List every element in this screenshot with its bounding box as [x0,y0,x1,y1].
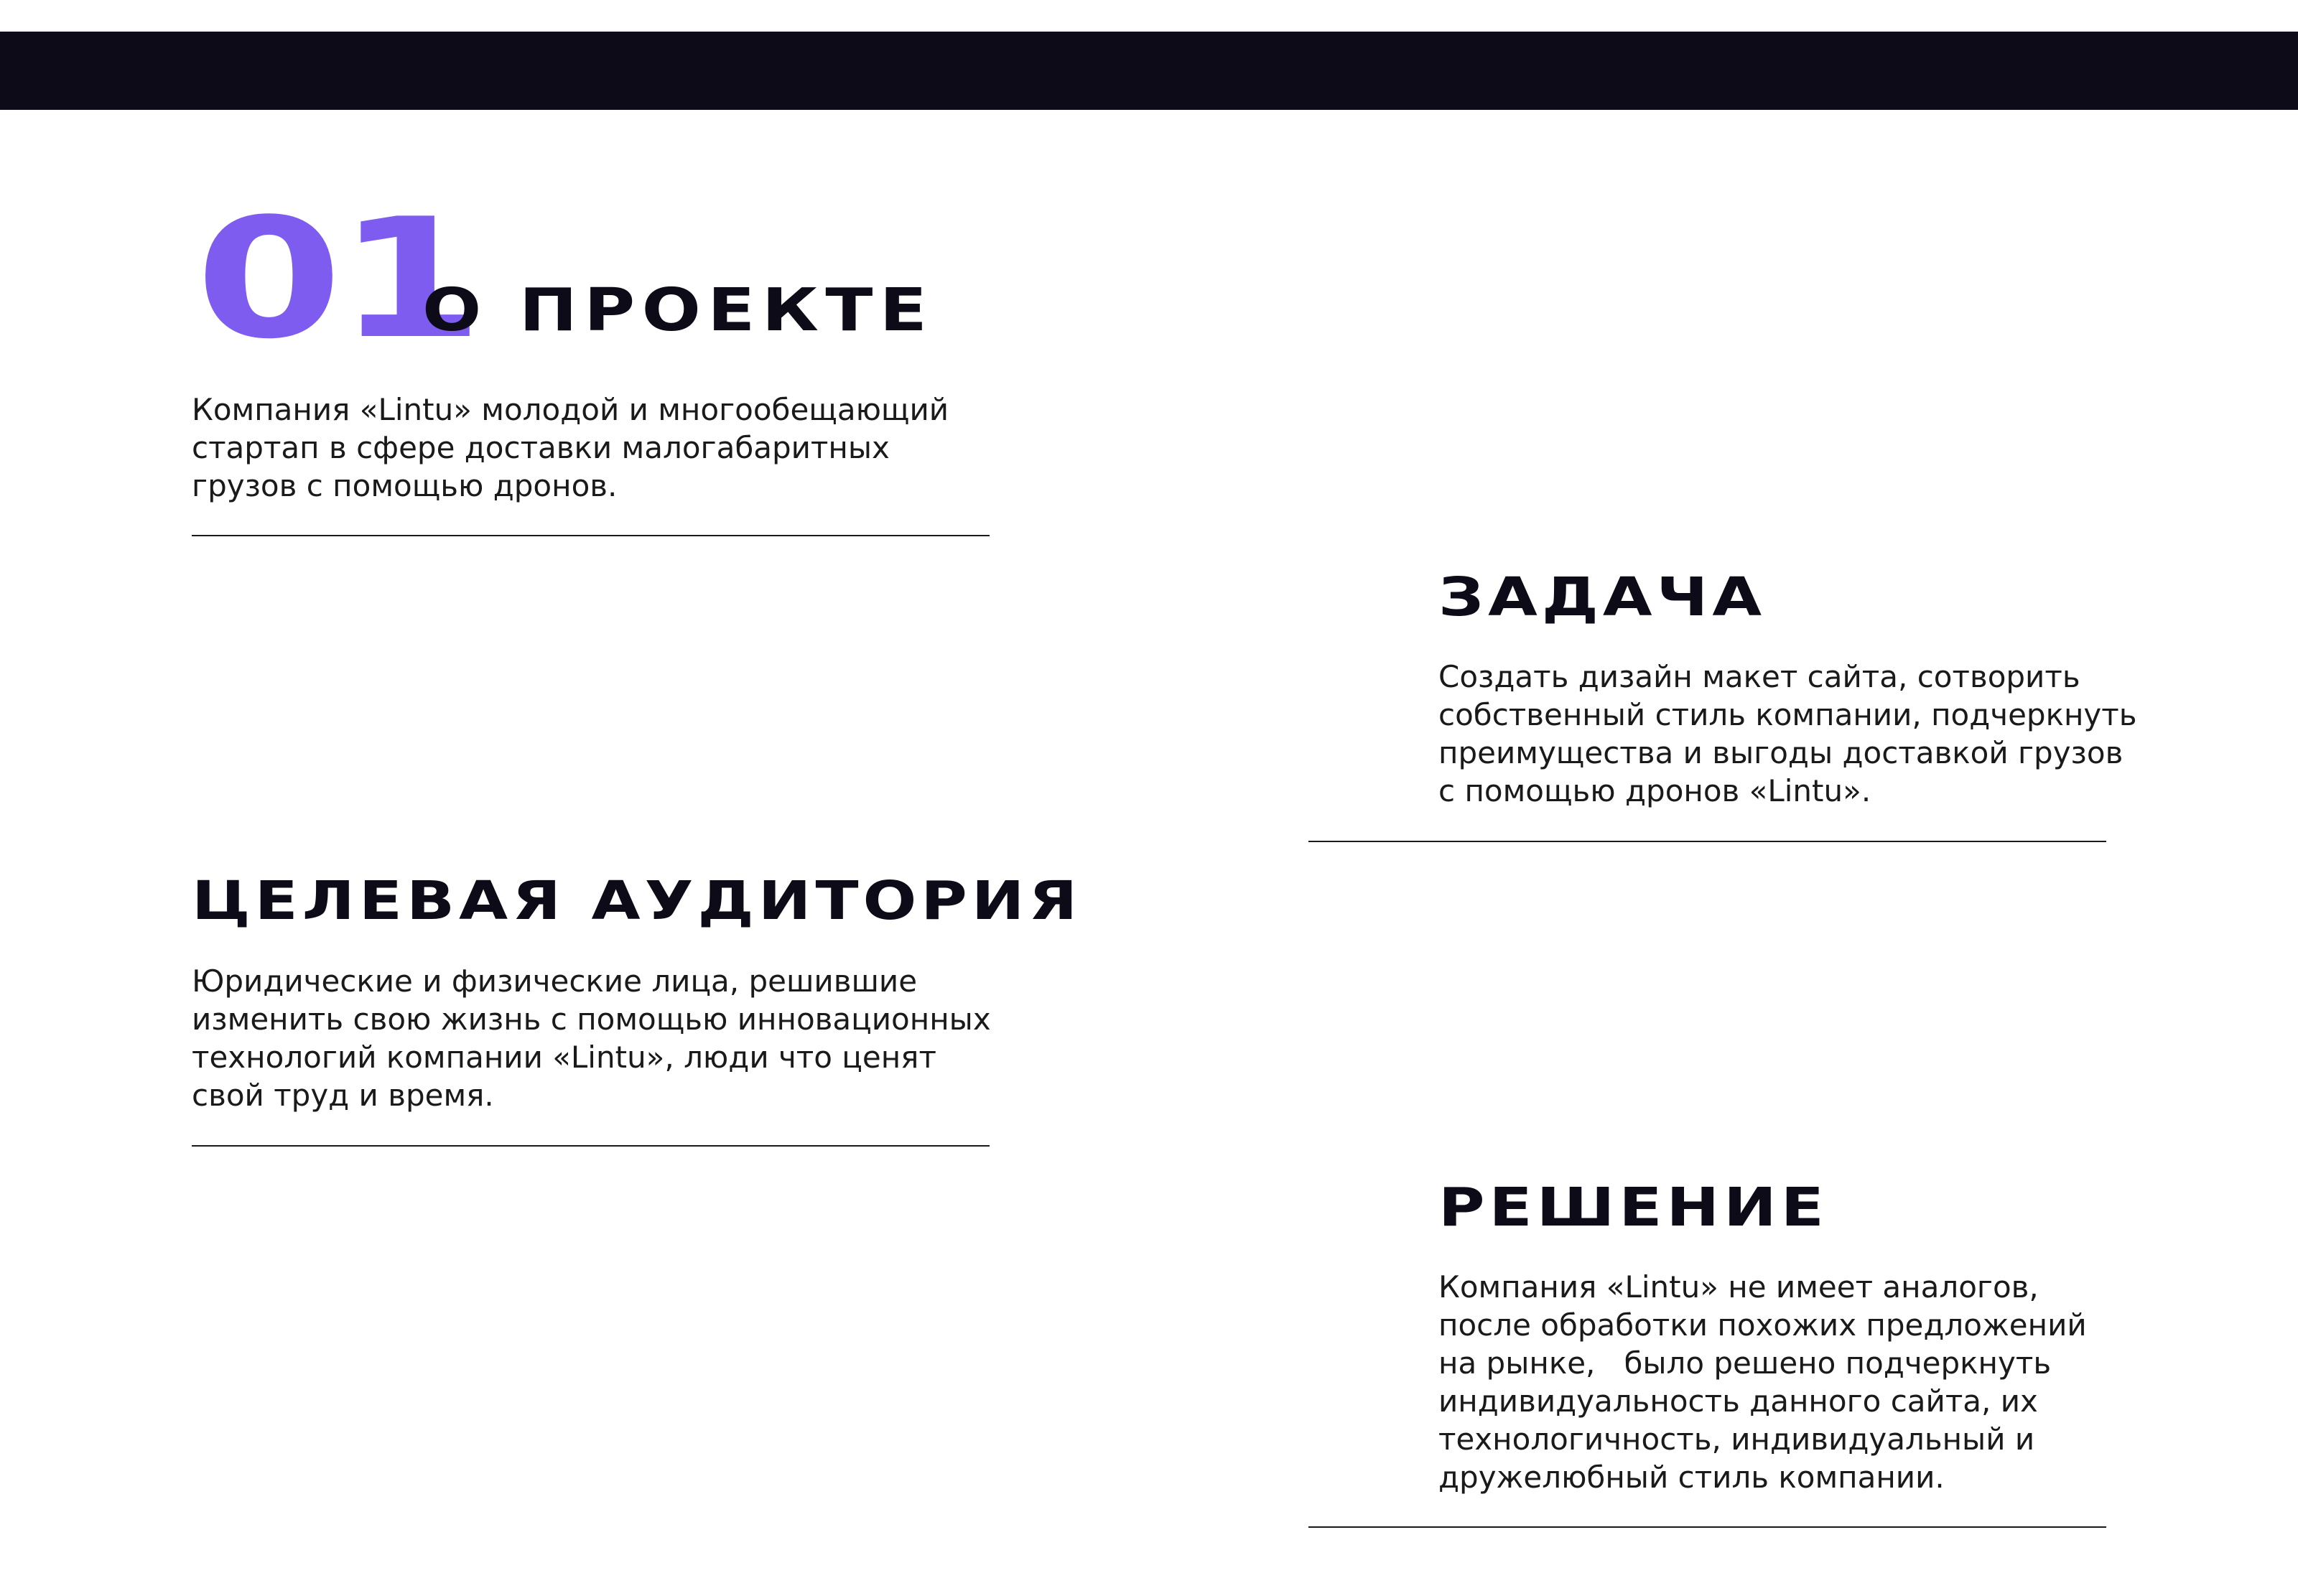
top-header-bar [0,32,2298,110]
audience-text-line: изменить свою жизнь с помощью инновационных [192,1002,991,1037]
solution-text-line: после обработки похожих предложений [1438,1307,2087,1343]
solution-text-line: индивидуальность данного сайта, их [1438,1383,2038,1419]
about-text-line: грузов с помощью дронов. [192,468,618,503]
audience-text-line: технологий компании «Lintu», люди что ценят [192,1040,936,1075]
about-divider [192,535,990,536]
solution-text-line: технологичность, индивидуальный и [1438,1422,2035,1457]
audience-text [192,962,991,1114]
about-text [192,391,949,505]
task-divider [1308,841,2106,842]
about-text-line: стартап в сфере доставки малогабаритных [192,430,890,465]
solution-divider [1308,1526,2106,1528]
solution-text-line: Компания «Lintu» не имеет аналогов, [1438,1269,2039,1305]
task-text-line: собственный стиль компании, подчеркнуть [1438,697,2137,732]
solution-heading: РЕШЕНИЕ [1438,1177,1828,1238]
audience-text-line: свой труд и время. [192,1078,494,1113]
task-text-line: Создать дизайн макет сайта, сотворить [1438,659,2080,694]
audience-text-line: Юридические и физические лица, решившие [192,963,918,999]
solution-text [1438,1268,2087,1496]
solution-text-line: на рынке, было решено подчеркнуть [1438,1345,2052,1381]
task-text [1438,658,2136,810]
audience-heading: ЦЕЛЕВАЯ АУДИТОРИЯ [192,870,1082,932]
task-text-line: преимущества и выгоды доставкой грузов [1438,735,2123,770]
audience-divider [192,1145,990,1147]
solution-text-line: дружелюбный стиль компании. [1438,1460,1945,1495]
about-text-line: Компания «Lintu» молодой и многообещающий [192,392,949,427]
section-number: 01 [195,184,479,375]
task-heading: ЗАДАЧА [1438,566,1767,628]
task-text-line: с помощью дронов «Lintu». [1438,773,1871,808]
about-heading: О ПРОЕКТЕ [422,276,934,345]
